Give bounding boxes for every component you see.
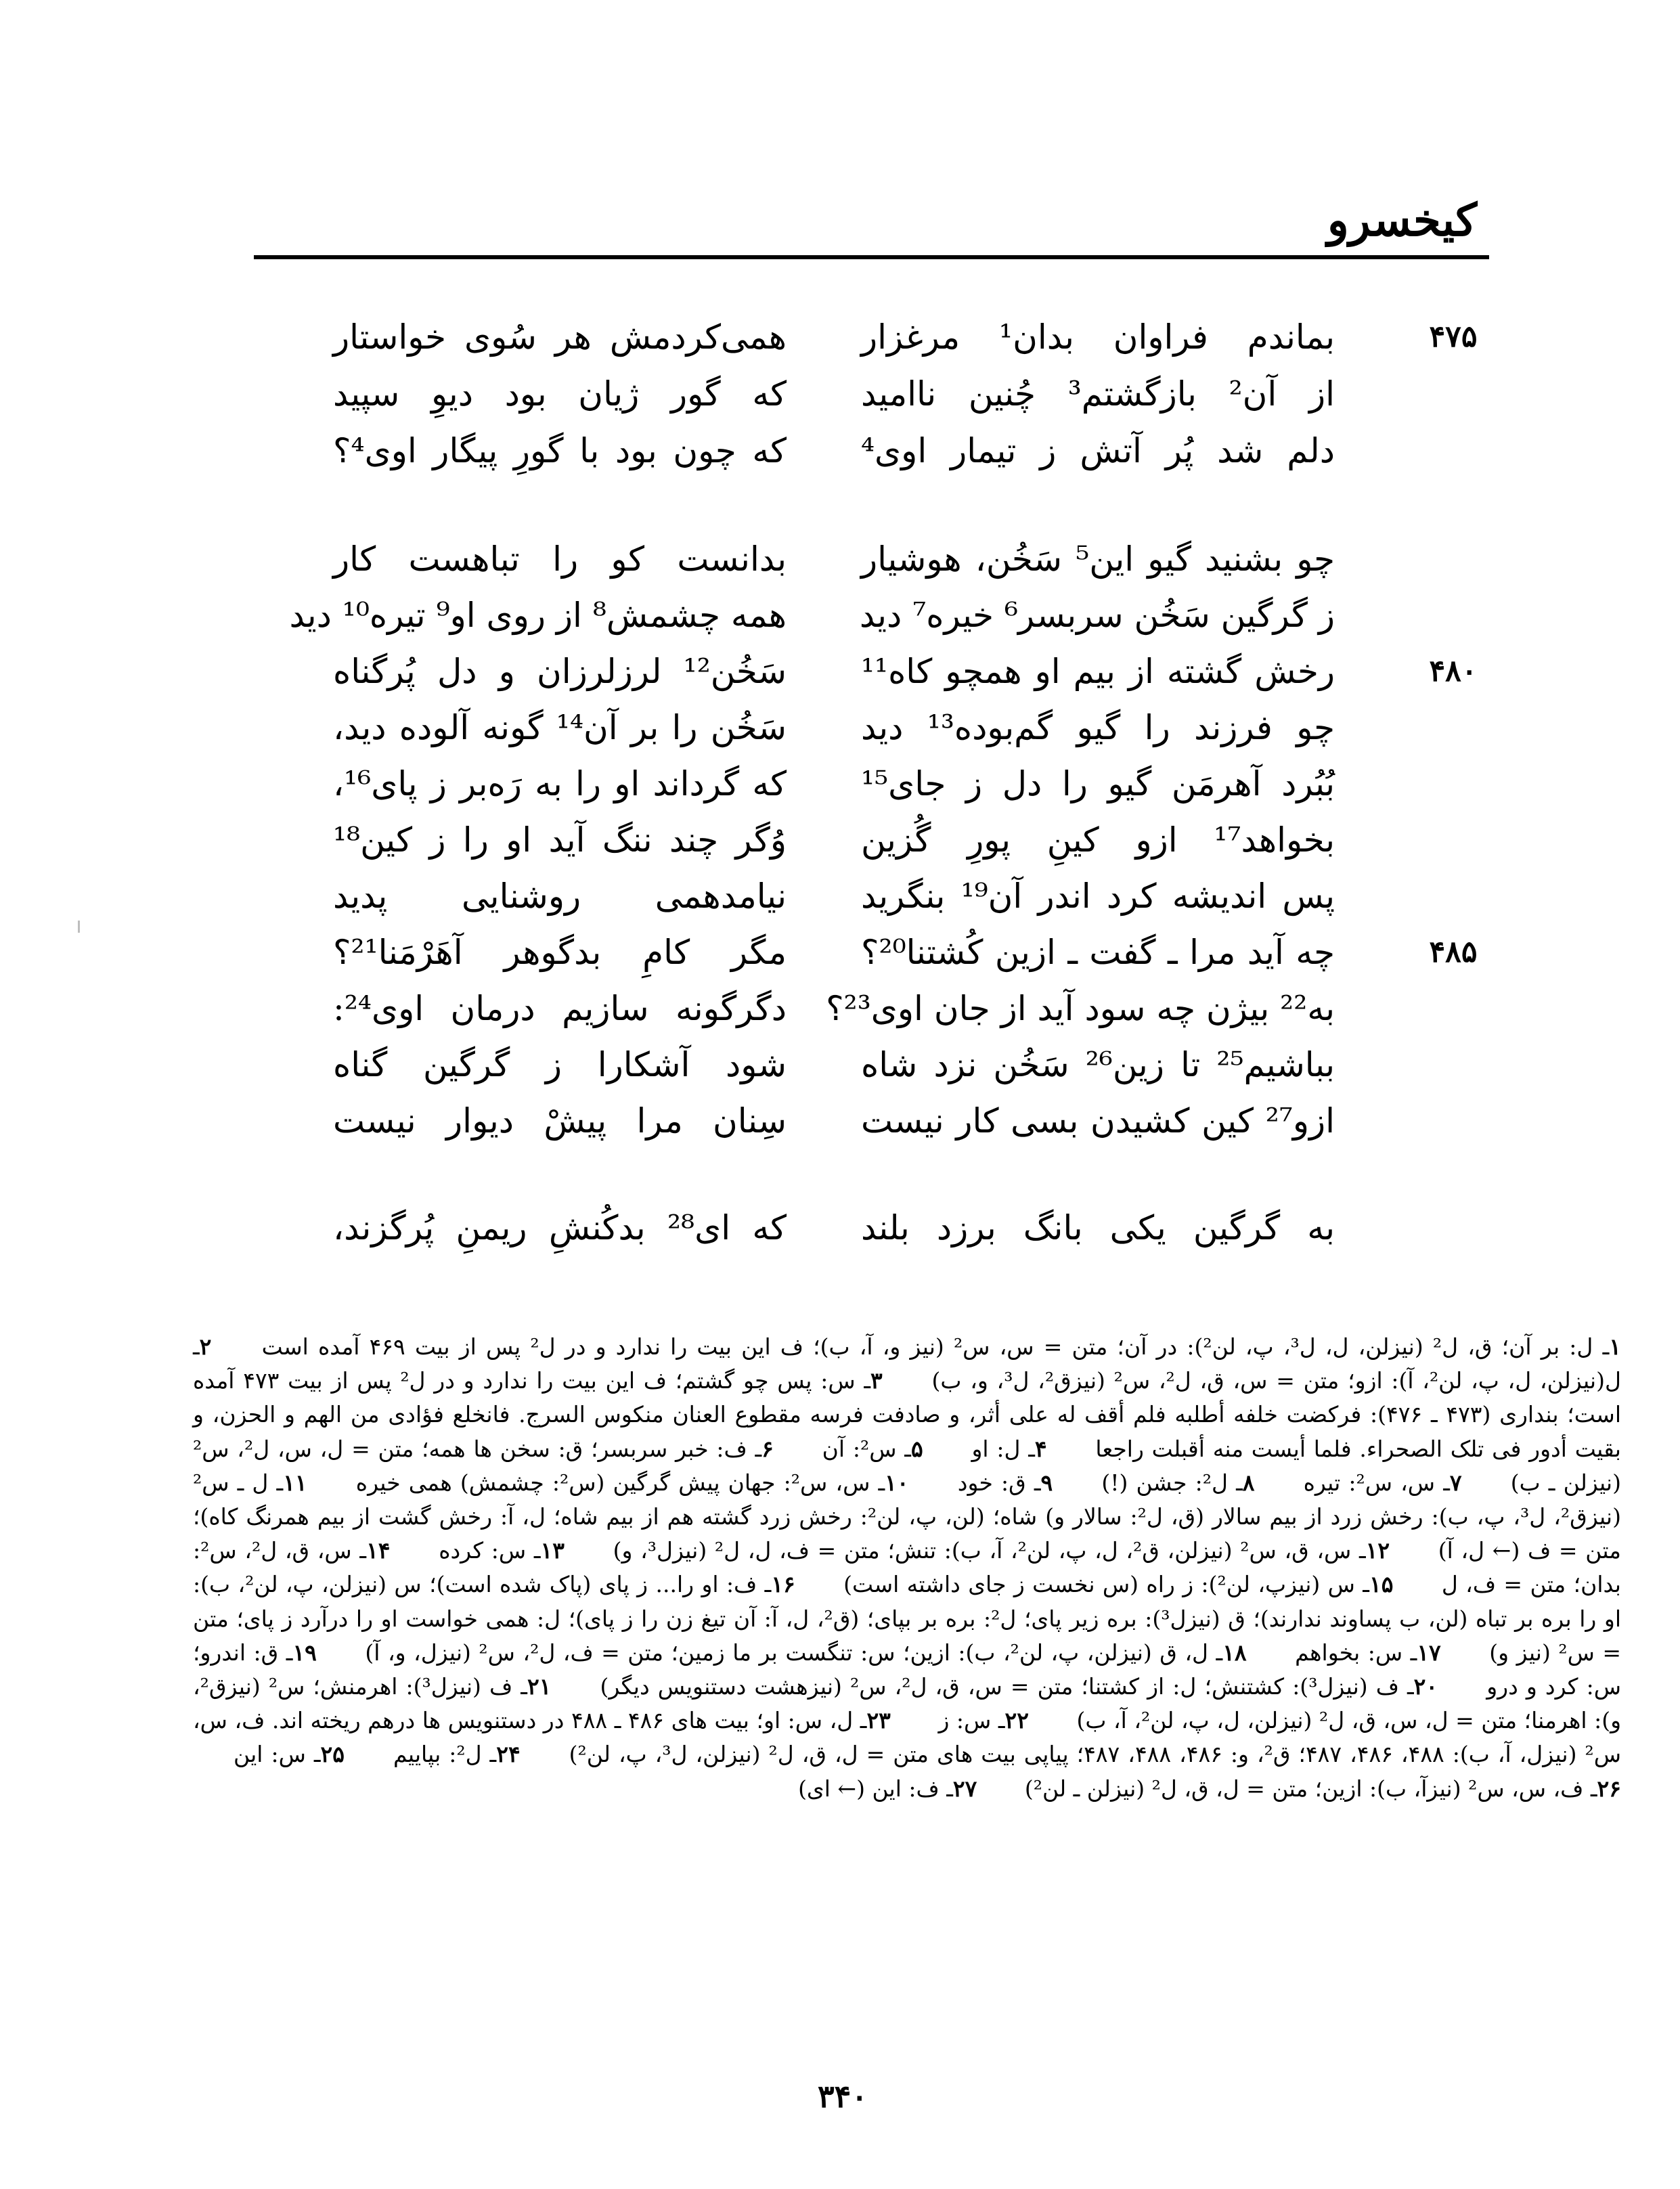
hemistich-first: بخواهد¹⁷ ازو کینِ پورِ گُزین bbox=[861, 820, 1335, 860]
footnote-number: ۸ bbox=[1242, 1469, 1255, 1496]
hemistich-first: چو بشنید گیو این⁵ سَخُن، هوشیار bbox=[861, 539, 1335, 579]
hemistich-second: که گرداند او را به رَه‌بر ز پای¹⁶، bbox=[333, 764, 787, 803]
footnote-text: ـ س: بخواهم bbox=[1295, 1639, 1417, 1666]
footnote-text: ـ ق: خود bbox=[957, 1469, 1041, 1496]
hemistich-first: بُبُرد آهرمَن گیو را دل ز جای¹⁵ bbox=[861, 764, 1335, 803]
footnote-text: ـ ل، ق (نیزلن، پ، لن²، ب): ازین؛ س: تنگست بر ما زمین؛ متن = ف، ل²، س² (نیزل، و، آ) bbox=[365, 1639, 1223, 1666]
verse-line bbox=[0, 1097, 1680, 1145]
footnote-number: ۱۱ bbox=[283, 1469, 307, 1496]
footnote-text: ـ س: این bbox=[234, 1741, 321, 1768]
hemistich-first: چو فرزند را گیو گم‌بوده¹³ دید bbox=[861, 708, 1335, 747]
hemistich-second: که چون بود با گورِ پیگار اوی⁴؟ bbox=[333, 431, 787, 470]
footnote bbox=[938, 1707, 1029, 1733]
hemistich-second: که گور ژیان بود دیوِ سپید bbox=[333, 374, 787, 414]
footnote bbox=[1295, 1639, 1441, 1666]
footnote bbox=[798, 1775, 977, 1802]
hemistich-second: دگرگونه سازیم درمان اوی²⁴: bbox=[333, 989, 787, 1028]
hemistich-second: که ای²⁸ بدکُنشِ ریمنِ پُرگزند، bbox=[333, 1208, 787, 1247]
verse-line bbox=[0, 591, 1680, 640]
hemistich-first: چه آید مرا ـ گفت ـ ازین کُشتنا²⁰؟ bbox=[861, 933, 1335, 972]
footnote-number: ۱۸ bbox=[1222, 1639, 1247, 1666]
footnote bbox=[822, 1436, 923, 1462]
footnote-number: ۱۵ bbox=[1369, 1571, 1394, 1598]
footnote bbox=[356, 1469, 909, 1496]
footnote-text: ـ س: پس چو گشتم؛ ف این بیت را ندارد و در ل² پس از بیت ۴۷۳ آمده است؛ بنداری (۴۷۳ ـ ۴۷۶): فرکضت خلفه أطلبه فلم أقف له علی أثر، و صادفت فرسه مقطوع العنان منکوس السرج. فانخلع فؤادی من الهم و الحزن، و بقیت أدور فی تلک الصحراء. فلما أیست منه أقبلت راجعا bbox=[193, 1367, 1621, 1462]
footnote-text: ـ س (نیزپ، لن²): ز راه (س نخست ز جای داشته است) bbox=[843, 1571, 1369, 1598]
footnote bbox=[958, 1469, 1053, 1496]
verse-line bbox=[0, 1040, 1680, 1089]
footnote-text: ـ س، س²: تیره bbox=[1303, 1469, 1450, 1496]
header-rule bbox=[254, 255, 1489, 259]
hemistich-first: بباشیم²⁵ تا زین²⁶ سَخُن نزد شاه bbox=[861, 1045, 1335, 1084]
hemistich-second: مگر کامِ بدگوهر آهَرْمَنا²¹؟ bbox=[333, 933, 787, 972]
footnote-text: ـ ل ـ س² (نیزق²، ل³، پ، ب): رخش زرد از بیم سالار (ق، ل²: سالار و) شاه؛ (لن، پ، لن²: رخش زرد گشته هم از بیم شاه؛ ل، آ: رخش گشت از بیم همرنگ کاه)؛ متن = ف (← ل، آ) bbox=[193, 1469, 1621, 1564]
hemistich-second: همه چشمش⁸ از روی او⁹ تیره¹⁰ دید bbox=[289, 596, 787, 635]
verse-line bbox=[0, 816, 1680, 864]
footnote-text: ـ س: ز bbox=[938, 1707, 1005, 1734]
hemistich-first: پس اندیشه کرد اندر آن¹⁹ بنگرید bbox=[861, 877, 1335, 916]
footnote-number: ۲۳ bbox=[866, 1707, 891, 1734]
footnote-number: ۴ bbox=[1034, 1435, 1047, 1462]
footnote-number: ۱ bbox=[1609, 1333, 1621, 1360]
footnote-number: ۱۶ bbox=[771, 1571, 795, 1598]
running-head-title: کیخسرو bbox=[1327, 194, 1477, 246]
footnote-text: ـ ف: خبر سربسر؛ ق: سخن ها همه؛ متن = ل، س، ل²، س² (نیزلن ـ ب) bbox=[193, 1435, 1621, 1496]
footnote-number: ۲۱ bbox=[527, 1673, 552, 1700]
footnote-number: ۲۵ bbox=[320, 1741, 345, 1768]
footnote-text: ـ ف: این (← ای) bbox=[798, 1775, 953, 1802]
footnote-text: ـ س، س²: جهان پیش گرگین (س²: چشمش) همی خیره bbox=[355, 1469, 885, 1496]
footnote-text: ـ ق: اندرو؛ س: کرد و درو bbox=[193, 1639, 1621, 1700]
footnote-text: ـ ف (نیزل³): کشتنش؛ ل: از کشتنا؛ متن = س، ق، ل²، س² (نیزهشت دستنویس دیگر) bbox=[600, 1673, 1414, 1700]
hemistich-second: نیامدهمی روشنایی پدید bbox=[333, 877, 787, 916]
footnote bbox=[262, 1333, 1621, 1360]
verse-number: ۴۷۵ bbox=[1429, 319, 1478, 354]
hemistich-second: بدانست کو را تباهست کار bbox=[333, 539, 787, 579]
verse-line bbox=[0, 426, 1680, 475]
verse-line bbox=[0, 984, 1680, 1033]
footnote-number: ۲۴ bbox=[496, 1741, 521, 1768]
hemistich-first: بماندم فراوان بدان¹ مرغزار bbox=[861, 317, 1335, 357]
hemistich-second: همی‌کردمش هر سُوی خواستار bbox=[333, 317, 787, 357]
verse-line bbox=[0, 759, 1680, 808]
footnote bbox=[439, 1537, 565, 1564]
hemistich-second: وُگر چند ننگ آید او را ز کین¹⁸ bbox=[333, 820, 787, 860]
footnote bbox=[613, 1537, 1390, 1564]
verse-line bbox=[0, 1203, 1680, 1252]
footnote-number: ۶ bbox=[761, 1435, 774, 1462]
verse-line bbox=[0, 647, 1680, 696]
footnote bbox=[393, 1741, 521, 1767]
verse-number: ۴۸۵ bbox=[1429, 935, 1478, 969]
footnote-number: ۲۷ bbox=[952, 1775, 977, 1802]
footnote-number: ۱۴ bbox=[366, 1537, 391, 1564]
footnote bbox=[971, 1436, 1046, 1462]
critical-apparatus bbox=[193, 1330, 1621, 1806]
footnote bbox=[843, 1571, 1393, 1597]
hemistich-first: ازو²⁷ کین کشیدن بسی کار نیست bbox=[861, 1101, 1335, 1141]
verse-line bbox=[0, 872, 1680, 921]
footnote-number: ۱۳ bbox=[540, 1537, 565, 1564]
footnote-number: ۲ bbox=[199, 1333, 212, 1360]
footnote-number: ۷ bbox=[1449, 1469, 1462, 1496]
verse-line bbox=[0, 535, 1680, 583]
footnote bbox=[600, 1673, 1438, 1700]
hemistich-first: رخش گشته از بیم او همچو کاه¹¹ bbox=[861, 652, 1335, 691]
hemistich-second: شود آشکارا ز گرگین گناه bbox=[333, 1045, 787, 1084]
verse-line bbox=[0, 928, 1680, 977]
footnote bbox=[365, 1639, 1246, 1666]
verse-line bbox=[0, 703, 1680, 752]
footnote-text: ـ س: کرده bbox=[439, 1537, 541, 1564]
footnote-number: ۲۰ bbox=[1413, 1673, 1438, 1700]
footnote-text: ـ س، ق، ل²، س²: بدان؛ متن = ف، ل bbox=[193, 1537, 1621, 1598]
hemistich-first: به²² بیژن چه سود آید از جان اوی²³؟ bbox=[826, 989, 1335, 1028]
footnote-number: ۹ bbox=[1040, 1469, 1053, 1496]
hemistich-second: سِنان مرا پیشْ دیوار نیست bbox=[333, 1101, 787, 1141]
verse-number: ۴۸۰ bbox=[1429, 654, 1478, 688]
footnote-text: ـ ف: او را... ز پای (پاک شده است)؛ س (نیزلن، پ، لن²، ب): او را بره بر تباه (لن، ب پساوند ندارند)؛ ق (نیزل³): بره زیر پای؛ ل²: بره بر بپای؛ (ق²، ل، آ: آن تیغ زن را ز پای)؛ ل: همی خواست او را درآرد ز پای؛ متن = س² (نیز و) bbox=[193, 1571, 1622, 1666]
page-number: ۳۴۰ bbox=[817, 2078, 868, 2115]
footnote bbox=[234, 1741, 345, 1767]
hemistich-first: به گرگین یکی بانگ برزد بلند bbox=[861, 1208, 1335, 1247]
footnote-number: ۱۲ bbox=[1365, 1537, 1390, 1564]
footnote-text: ـ ل: او bbox=[971, 1435, 1035, 1462]
footnote-number: ۲۶ bbox=[1597, 1775, 1621, 1802]
footnote bbox=[1101, 1469, 1254, 1496]
footnote-text: ـ ل²: جشن (!) bbox=[1101, 1469, 1243, 1496]
footnote-number: ۲۲ bbox=[1004, 1707, 1029, 1734]
footnote-text: ـ ل، س: او؛ بیت های ۴۸۶ ـ ۴۸۸ در دستنویس ها درهم ریخته اند. ف، س، س² (نیزل، آ، ب): ۴۸۸، ۴۸۶، ۴۸۷؛ ق²، و: ۴۸۶، ۴۸۸، ۴۸۷؛ پیاپی بیت های متن = ل، ق، ل² (نیزلن، ل³، پ، لن²) bbox=[193, 1707, 1621, 1768]
footnote bbox=[1025, 1775, 1621, 1802]
footnote-number: ۱۹ bbox=[292, 1639, 317, 1666]
footnote-text: ـ ف، س، س² (نیزآ، ب): ازین؛ متن = ل، ق، ل² (نیزلن ـ لن²) bbox=[1024, 1775, 1597, 1802]
hemistich-second: سَخُن¹² لرزلرزان و دل پُرگناه bbox=[333, 652, 787, 691]
footnote-text: ـ ل²: بپاییم bbox=[393, 1741, 497, 1768]
footnote-text: ـ ل: بر آن؛ ق، ل² (نیزلن، ل، ل³، پ، لن²): در آن؛ متن = س، س² (نیز و، آ، ب)؛ ف این بیت را ندارد و در ل² پس از بیت ۴۶۹ آمده است bbox=[261, 1333, 1610, 1360]
footnote-text: ـ ف (نیزل³): اهرمنش؛ س² (نیزق²، و): اهرمنا؛ متن = ل، س، ق، ل² (نیزلن، ل، پ، لن²، آ، ب) bbox=[193, 1673, 1622, 1734]
footnote-number: ۱۰ bbox=[885, 1469, 909, 1496]
footnote-number: ۱۷ bbox=[1417, 1639, 1441, 1666]
footnote-text: ـ ل(نیزلن، ل، پ، لن²، آ): ازو؛ متن = س، ق، ل²، س² (نیزق²، ل³، و، ب) bbox=[193, 1333, 1621, 1394]
verse-line bbox=[0, 370, 1680, 418]
footnote-text: ـ س²: آن bbox=[822, 1435, 911, 1462]
footnote bbox=[1304, 1469, 1462, 1496]
verse-line bbox=[0, 313, 1680, 361]
footnote-number: ۳ bbox=[870, 1367, 883, 1394]
footnote-number: ۵ bbox=[910, 1435, 923, 1462]
footnote-text: ـ س، ق، س² (نیزلن، ق²، ل، پ، لن²، آ، ب): تنش؛ متن = ف، ل، ل² (نیزل³، و) bbox=[613, 1537, 1366, 1564]
hemistich-first: دلم شد پُر آتش ز تیمار اوی⁴ bbox=[861, 431, 1335, 470]
hemistich-first: ز گرگین سَخُن سربسر⁶ خیره⁷ دید bbox=[859, 596, 1335, 635]
hemistich-second: سَخُن را بر آن¹⁴ گونه آلوده دید، bbox=[333, 708, 787, 747]
hemistich-first: از آن² بازگشتم³ چُنین ناامید bbox=[861, 374, 1335, 414]
